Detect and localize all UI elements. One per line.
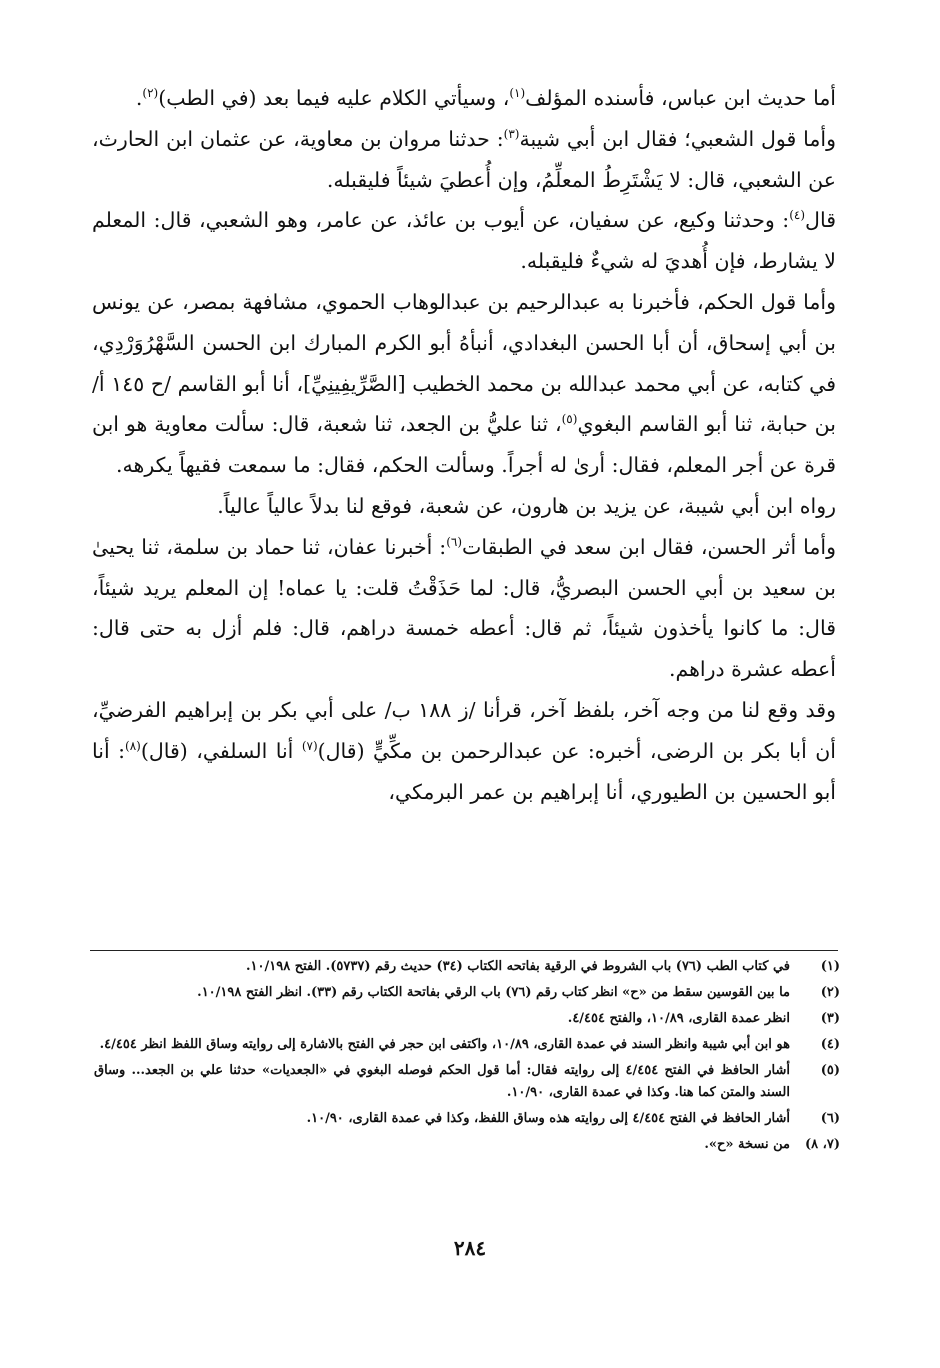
footnote-number: (٥) (820, 1063, 840, 1078)
footnote-text: أشار الحافظ في الفتح ٤/٤٥٤ إلى روايته فقال: أما قول الحكم فوصله البغوي في «الجعديات» حدثنا علي بن الجعد... وساق السند والمتن كما هنا. وكذا في عمدة القارى، ١٠/٩٠. (94, 1063, 790, 1100)
paragraph-5: رواه ابن أبي شيبة، عن يزيد بن هارون، عن شعبة، فوقع لنا بدلاً عالياً عالياً. (217, 493, 836, 518)
paragraph-3 (92, 200, 836, 282)
footnote-text: أشار الحافظ في الفتح ٤/٤٥٤ إلى روايته هذه وساق اللفظ، وكذا في عمدة القارى، ١٠/٩٠. (306, 1111, 790, 1126)
paragraph-1-text-a: أما حديث ابن عباس، فأسنده المؤلف (525, 86, 836, 110)
paragraph-7-text-b: أنا السلفي، (قال) (140, 738, 302, 763)
paragraph-2-text-a: وأما قول الشعبي؛ فقال ابن أبي شيبة (519, 126, 836, 151)
footnote-ref-7: (٧) (301, 738, 318, 753)
paragraph-7 (92, 690, 836, 812)
paragraph-4-text-b: ، ثنا عليُّ بن الجعد، ثنا شعبة، قال: سألت معاوية هو ابن قرة عن أجر المعلم، فقال: أرىٰ له أجراً. وسألت الحكم، فقال: ما سمعت فقيهاً يكرهه. (92, 412, 836, 478)
paragraph-6 (92, 527, 836, 690)
paragraph-7-text-a: وقد وقع لنا من وجه آخر، بلفظ آخر، قرأنا /ز ١٨٨ ب/ على أبي بكر بن إبراهيم الفرضيِّ، أن أبا بكر بن الرضى، أخبره: عن عبدالرحمن بن مكِّيٍّ (قال) (92, 697, 837, 763)
paragraph-6-text-a: وأما أثر الحسن، فقال ابن سعد في الطبقات (462, 534, 836, 559)
footnote-number: (٧، ٨) (804, 1137, 840, 1152)
paragraph-4 (92, 282, 836, 486)
footnote-ref-3: (٣) (503, 126, 520, 141)
footnote-text: ما بين القوسين سقط من «ح» انظر كتاب رقم (٧٦) باب الرقي بفاتحة الكتاب رقم (٣٣). انظر الفتح ١٠/١٩٨. (197, 985, 790, 1000)
paragraph-1-text-b: ، وسيأتي الكلام عليه فيما بعد (في الطب) (158, 86, 510, 110)
footnote-ref-5: (٥) (561, 412, 578, 427)
footnote-item (94, 1060, 840, 1104)
paragraph-4-text-a: وأما قول الحكم، فأخبرنا به عبدالرحيم بن عبدالوهاب الحموي، مشافهة بمصر، عن يونس بن أبي إسحاق، أن أبا الحسن البغدادي، أنبأهُ أبو الكرم المبارك ابن الحسن السَّهْرُوَرْدِي، في كتابه، عن أبي محمد عبدالله بن محمد الخطيب [الصَّرِّيفِينِيِّ]، أنا أبو القاسم /ح ١٤٥ أ/ بن حبابة، ثنا أبو القاسم البغوي (92, 289, 836, 437)
footnote-number: (٦) (820, 1111, 840, 1126)
footnote-divider (90, 950, 838, 951)
footnotes-section (94, 956, 840, 1160)
footnote-item (94, 1134, 840, 1156)
footnote-item (94, 1008, 840, 1030)
footnote-item (94, 1108, 840, 1130)
footnote-item (94, 1034, 840, 1056)
footnote-ref-2: (٢) (142, 86, 159, 101)
paragraph-1 (92, 78, 836, 119)
footnote-ref-6: (٦) (446, 534, 463, 549)
page-number: ٢٨٤ (453, 1236, 487, 1260)
footnote-number: (٤) (820, 1037, 840, 1052)
paragraph-7-text-c: : أنا أبو الحسين بن الطيوري، أنا إبراهيم بن عمر البرمكي، (92, 738, 836, 804)
footnote-number: (٣) (820, 1011, 840, 1026)
paragraph-3-text-a: قال (805, 208, 836, 233)
paragraph-1-end: . (135, 86, 143, 110)
footnote-ref-8: (٨) (125, 738, 141, 753)
footnote-ref-4: (٤) (789, 208, 806, 223)
paragraph-6-text-b: : أخبرنا عفان، ثنا حماد بن سلمة، ثنا يحيىٰ بن سعيد بن أبي الحسن البصريُّ، قال: لما حَذَقْتُ قلت: يا عماه! إن المعلم يريد شيئاً، قال: ما كانوا يأخذون شيئاً، ثم قال: أعطه خمسة دراهم، قال: فلم أزل به حتى قال: أعطه عشرة دراهم. (92, 534, 836, 682)
footnote-item (94, 982, 840, 1004)
footnote-text: في كتاب الطب (٧٦) باب الشروط في الرقية بفاتحه الكتاب (٣٤) حديث رقم (٥٧٣٧). الفتح ١٠/١٩٨. (245, 959, 790, 974)
paragraph-3-text-b: : وحدثنا وكيع، عن سفيان، عن أيوب بن عائذ، عن عامر، وهو الشعبي، قال: المعلم لا يشارط، فإن أُهديَ له شيءٌ فليقبله. (92, 208, 836, 274)
footnote-number: (١) (820, 959, 840, 974)
footnote-number: (٢) (820, 985, 840, 1000)
footnote-text: من نسخة «ح». (704, 1137, 790, 1152)
main-text-body (92, 78, 836, 812)
footnote-ref-1: (١) (509, 86, 526, 101)
footnote-text: انظر عمدة القارى، ١٠/٨٩، والفتح ٤/٤٥٤. (567, 1011, 790, 1026)
footnote-text: هو ابن أبي شيبة وانظر السند في عمدة القارى، ١٠/٨٩، واكتفى ابن حجر في الفتح بالاشارة إلى روايته وساق اللفظ انظر ٤/٤٥٤. (99, 1037, 790, 1052)
paragraph-2 (92, 119, 836, 201)
paragraph-2-text-b: : حدثنا مروان بن معاوية، عن عثمان ابن الحارث، عن الشعبي، قال: لا يَشْتَرِطُ المعلِّمُ، وإن أُعطيَ شيئاً فليقبله. (92, 126, 836, 192)
footnote-item (94, 956, 840, 978)
